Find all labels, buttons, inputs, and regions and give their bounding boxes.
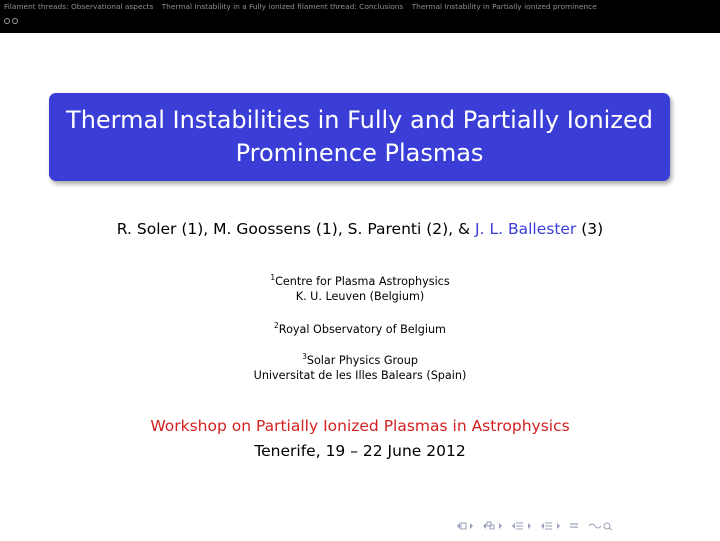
beamer-navigation-controls [455, 521, 615, 535]
next-frame-icon[interactable] [469, 521, 474, 536]
affiliation-number: 3 [302, 352, 307, 361]
nav-section-observational-aspects[interactable]: Filament threads: Observational aspects [4, 2, 154, 11]
affiliation-3 [0, 353, 720, 383]
header-navigation-bar [0, 0, 720, 33]
zoom-icon[interactable] [587, 521, 613, 536]
title-box [49, 93, 670, 181]
subsection-dot-icon[interactable] [12, 18, 18, 24]
prev-section-icon[interactable] [511, 521, 525, 536]
affiliation-number: 1 [270, 273, 276, 282]
authors-text-end: (3) [576, 220, 604, 238]
affiliation-location: Universitat de les Illes Balears (Spain) [253, 369, 467, 382]
affiliation-name: Solar Physics Group [306, 354, 418, 367]
next-document-icon[interactable] [556, 521, 561, 536]
next-section-icon[interactable] [527, 521, 532, 536]
first-frame-icon[interactable] [455, 521, 467, 536]
affiliation-location: K. U. Leuven (Belgium) [295, 290, 425, 303]
nav-section-partially-ionized[interactable]: Thermal Instability in Partially ionized prominence [411, 2, 597, 11]
subsection-dots [4, 18, 18, 28]
prev-subsection-icon[interactable] [482, 521, 496, 536]
workshop-name: Workshop on Partially Ionized Plasmas in Astrophysics [150, 417, 570, 435]
presenting-author: J. L. Ballester [475, 220, 577, 238]
presentation-title-line-1: Thermal Instabilities in Fully and Partially Ionized [66, 106, 653, 134]
nav-section-fully-ionized-conclusions[interactable]: Thermal Instability in a Fully ionized filament thread: Conclusions [161, 2, 404, 11]
workshop-dates: Tenerife, 19 – 22 June 2012 [254, 442, 466, 460]
affiliation-2 [0, 322, 720, 337]
prev-document-icon[interactable] [540, 521, 554, 536]
section-links [0, 1, 720, 15]
author-list [0, 219, 720, 239]
presentation-title-line-2: Prominence Plasmas [235, 139, 484, 167]
affiliation-number: 2 [274, 321, 279, 330]
subsection-dot-icon[interactable] [4, 18, 10, 24]
next-subsection-icon[interactable] [498, 521, 503, 536]
affiliation-1 [0, 274, 720, 304]
affiliation-name: Royal Observatory of Belgium [278, 323, 446, 336]
align-icon[interactable] [569, 521, 579, 536]
authors-text: R. Soler (1), M. Goossens (1), S. Parenti (2), & [116, 220, 476, 238]
affiliation-name: Centre for Plasma Astrophysics [275, 275, 450, 288]
